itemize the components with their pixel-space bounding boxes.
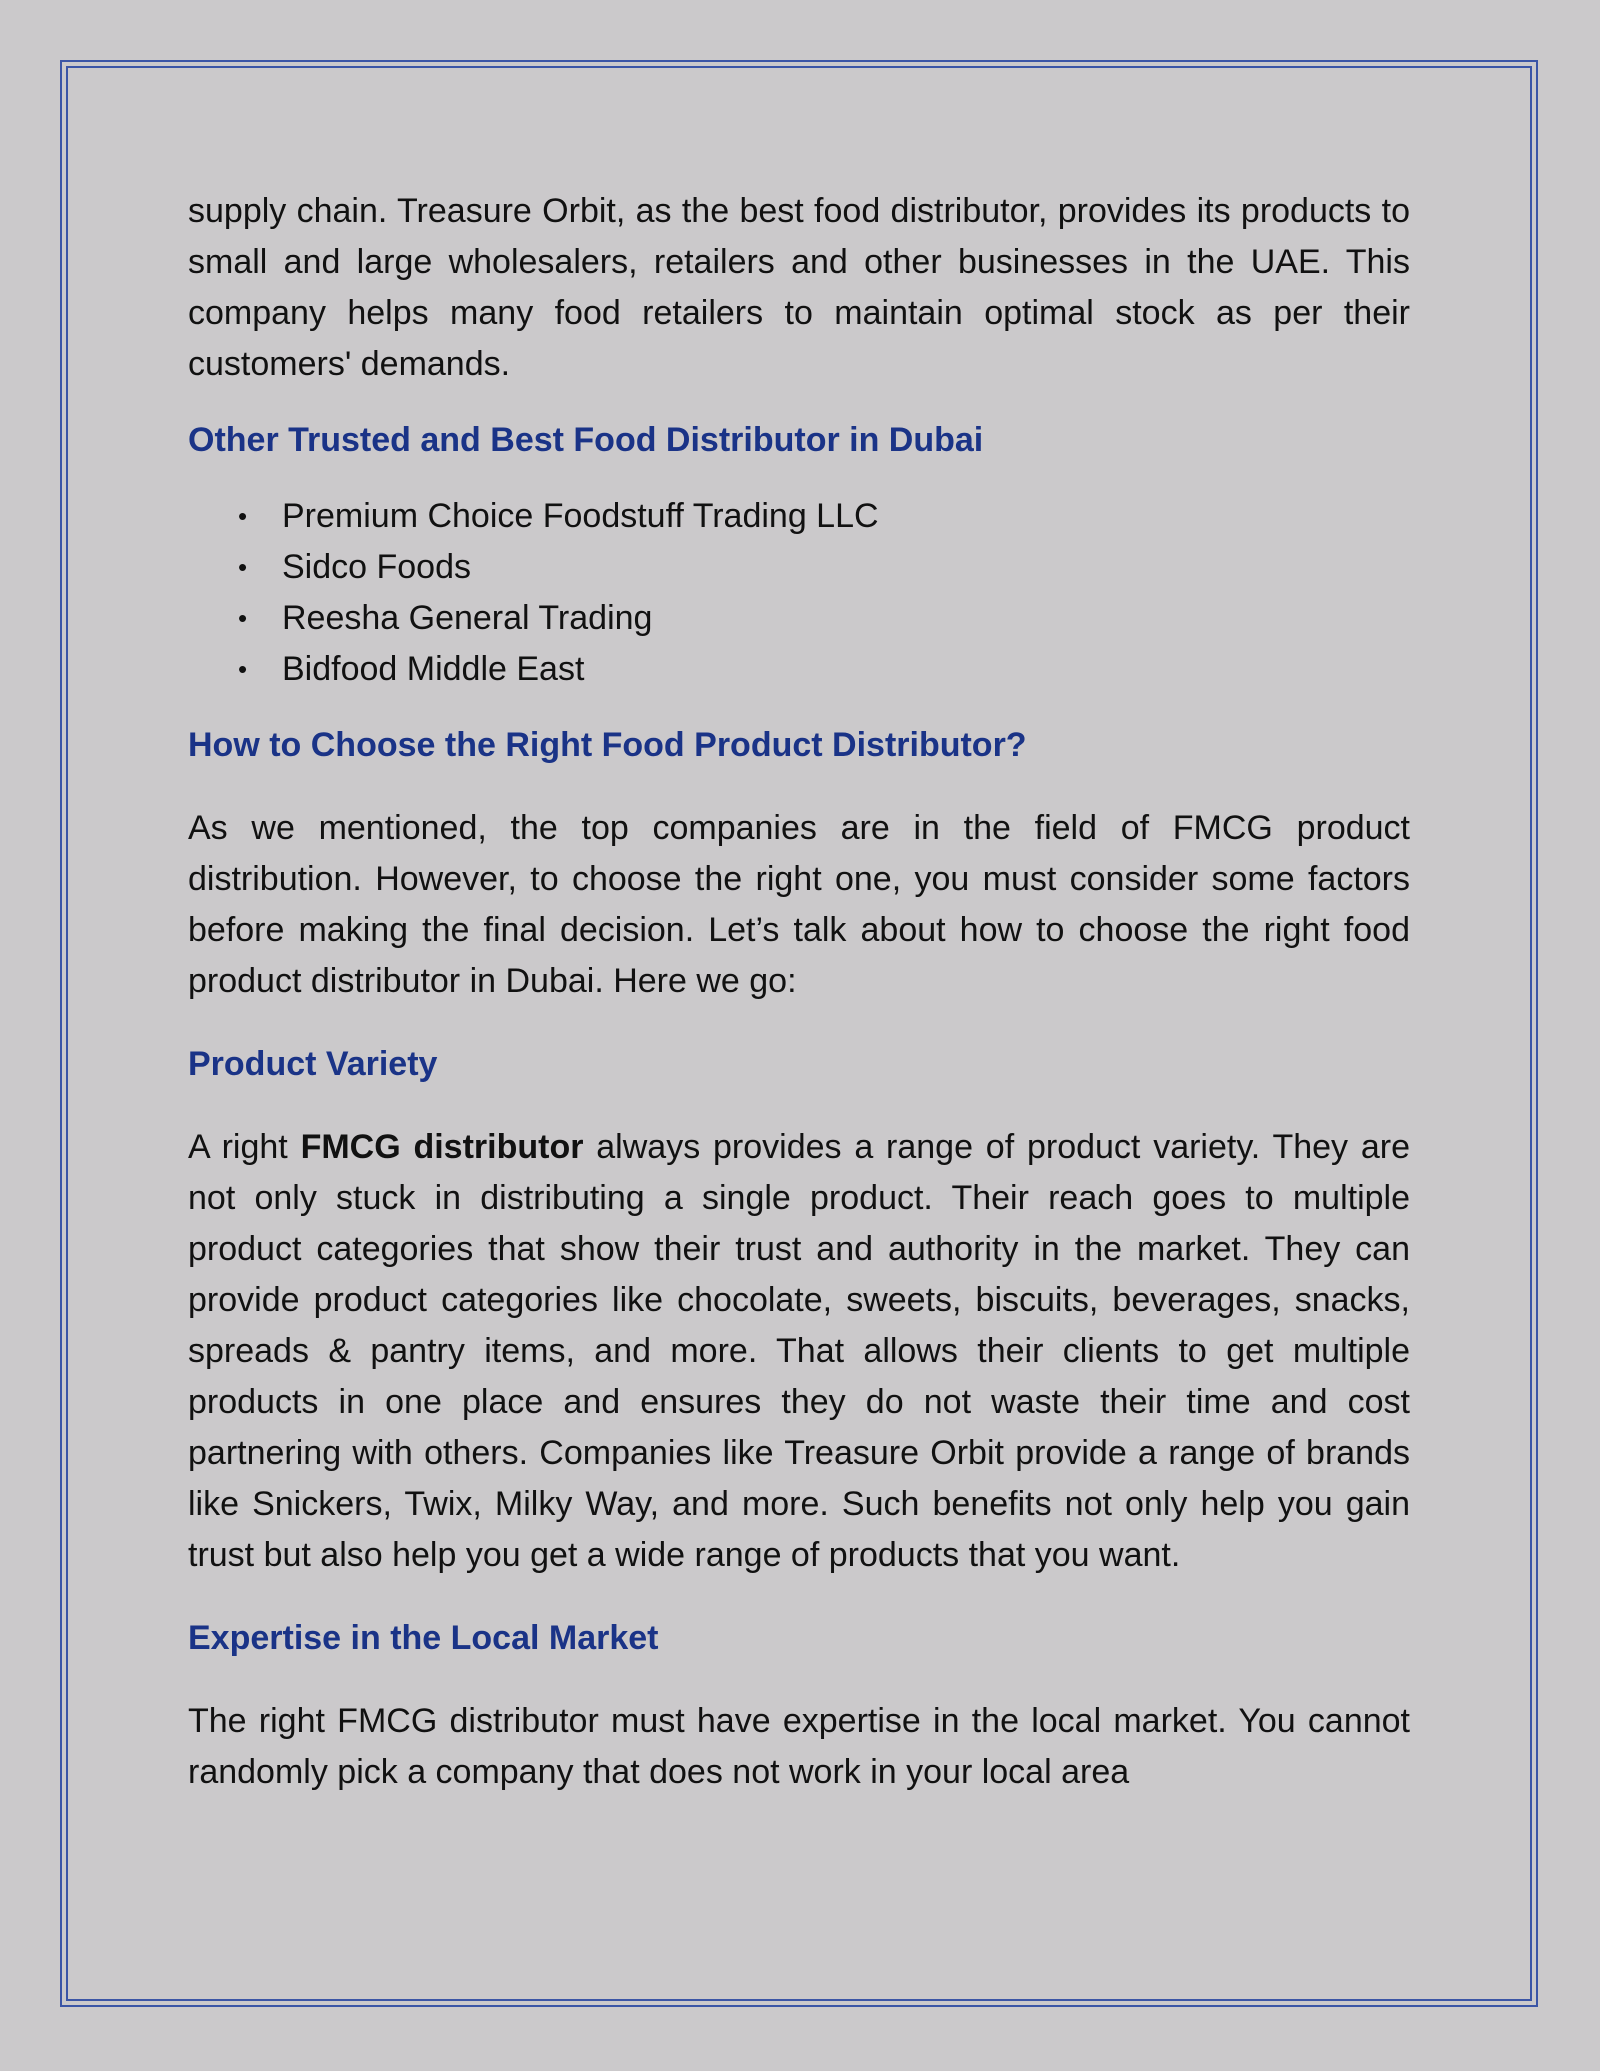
list-item	[238, 542, 1410, 593]
local-expertise-paragraph: The right FMCG distributor must have expertise in the local market. You cannot randomly pick a company that does not work in your local area	[188, 1702, 1410, 1791]
heading-other-distributors: Other Trusted and Best Food Distributor in Dubai	[188, 421, 984, 459]
heading-product-variety: Product Variety	[188, 1045, 438, 1083]
product-variety-paragraph	[188, 1122, 1410, 1581]
heading-local-expertise: Expertise in the Local Market	[188, 1619, 659, 1657]
bullet-icon: •	[238, 501, 248, 531]
distributor-list	[188, 491, 1410, 695]
list-item	[238, 593, 1410, 644]
list-item-label: Reesha General Trading	[282, 599, 653, 637]
document-content	[188, 186, 1410, 1798]
variety-text-rest: always provides a range of product variety. They are not only stuck in distributing a single product. Their reach goes to multiple product categories that show their trust and authority in the market. They can provide product categories like chocolate, sweets, biscuits, beverages, snacks, spreads & pantry items, and more. That allows their clients to get multiple products in one place and ensures they do not waste their time and cost partnering with others. Companies like Treasure Orbit provide a range of brands like Snickers, Twix, Milky Way, and more. Such benefits not only help you gain trust but also help you get a wide range of products that you want.	[188, 1128, 1410, 1574]
bullet-icon: •	[238, 552, 248, 582]
intro-paragraph: supply chain. Treasure Orbit, as the best food distributor, provides its products to small and large wholesalers, retailers and other businesses in the UAE. This company helps many food retailers to maintain optimal stock as per their customers' demands.	[188, 192, 1410, 383]
bullet-icon: •	[238, 654, 248, 684]
bullet-icon: •	[238, 603, 248, 633]
choose-paragraph: As we mentioned, the top companies are in the field of FMCG product distribution. However, to choose the right one, you must consider some factors before making the final decision. Let’s talk about how to choose the right food product distributor in Dubai. Here we go:	[188, 809, 1410, 1000]
list-item	[238, 644, 1410, 695]
list-item-label: Premium Choice Foodstuff Trading LLC	[282, 497, 879, 535]
list-item-label: Sidco Foods	[282, 548, 471, 586]
list-item	[238, 491, 1410, 542]
fmcg-distributor-emphasis: FMCG distributor	[300, 1128, 584, 1166]
variety-text-start: A right	[188, 1128, 301, 1166]
list-item-label: Bidfood Middle East	[282, 650, 585, 688]
heading-how-to-choose: How to Choose the Right Food Product Distributor?	[188, 726, 1027, 764]
